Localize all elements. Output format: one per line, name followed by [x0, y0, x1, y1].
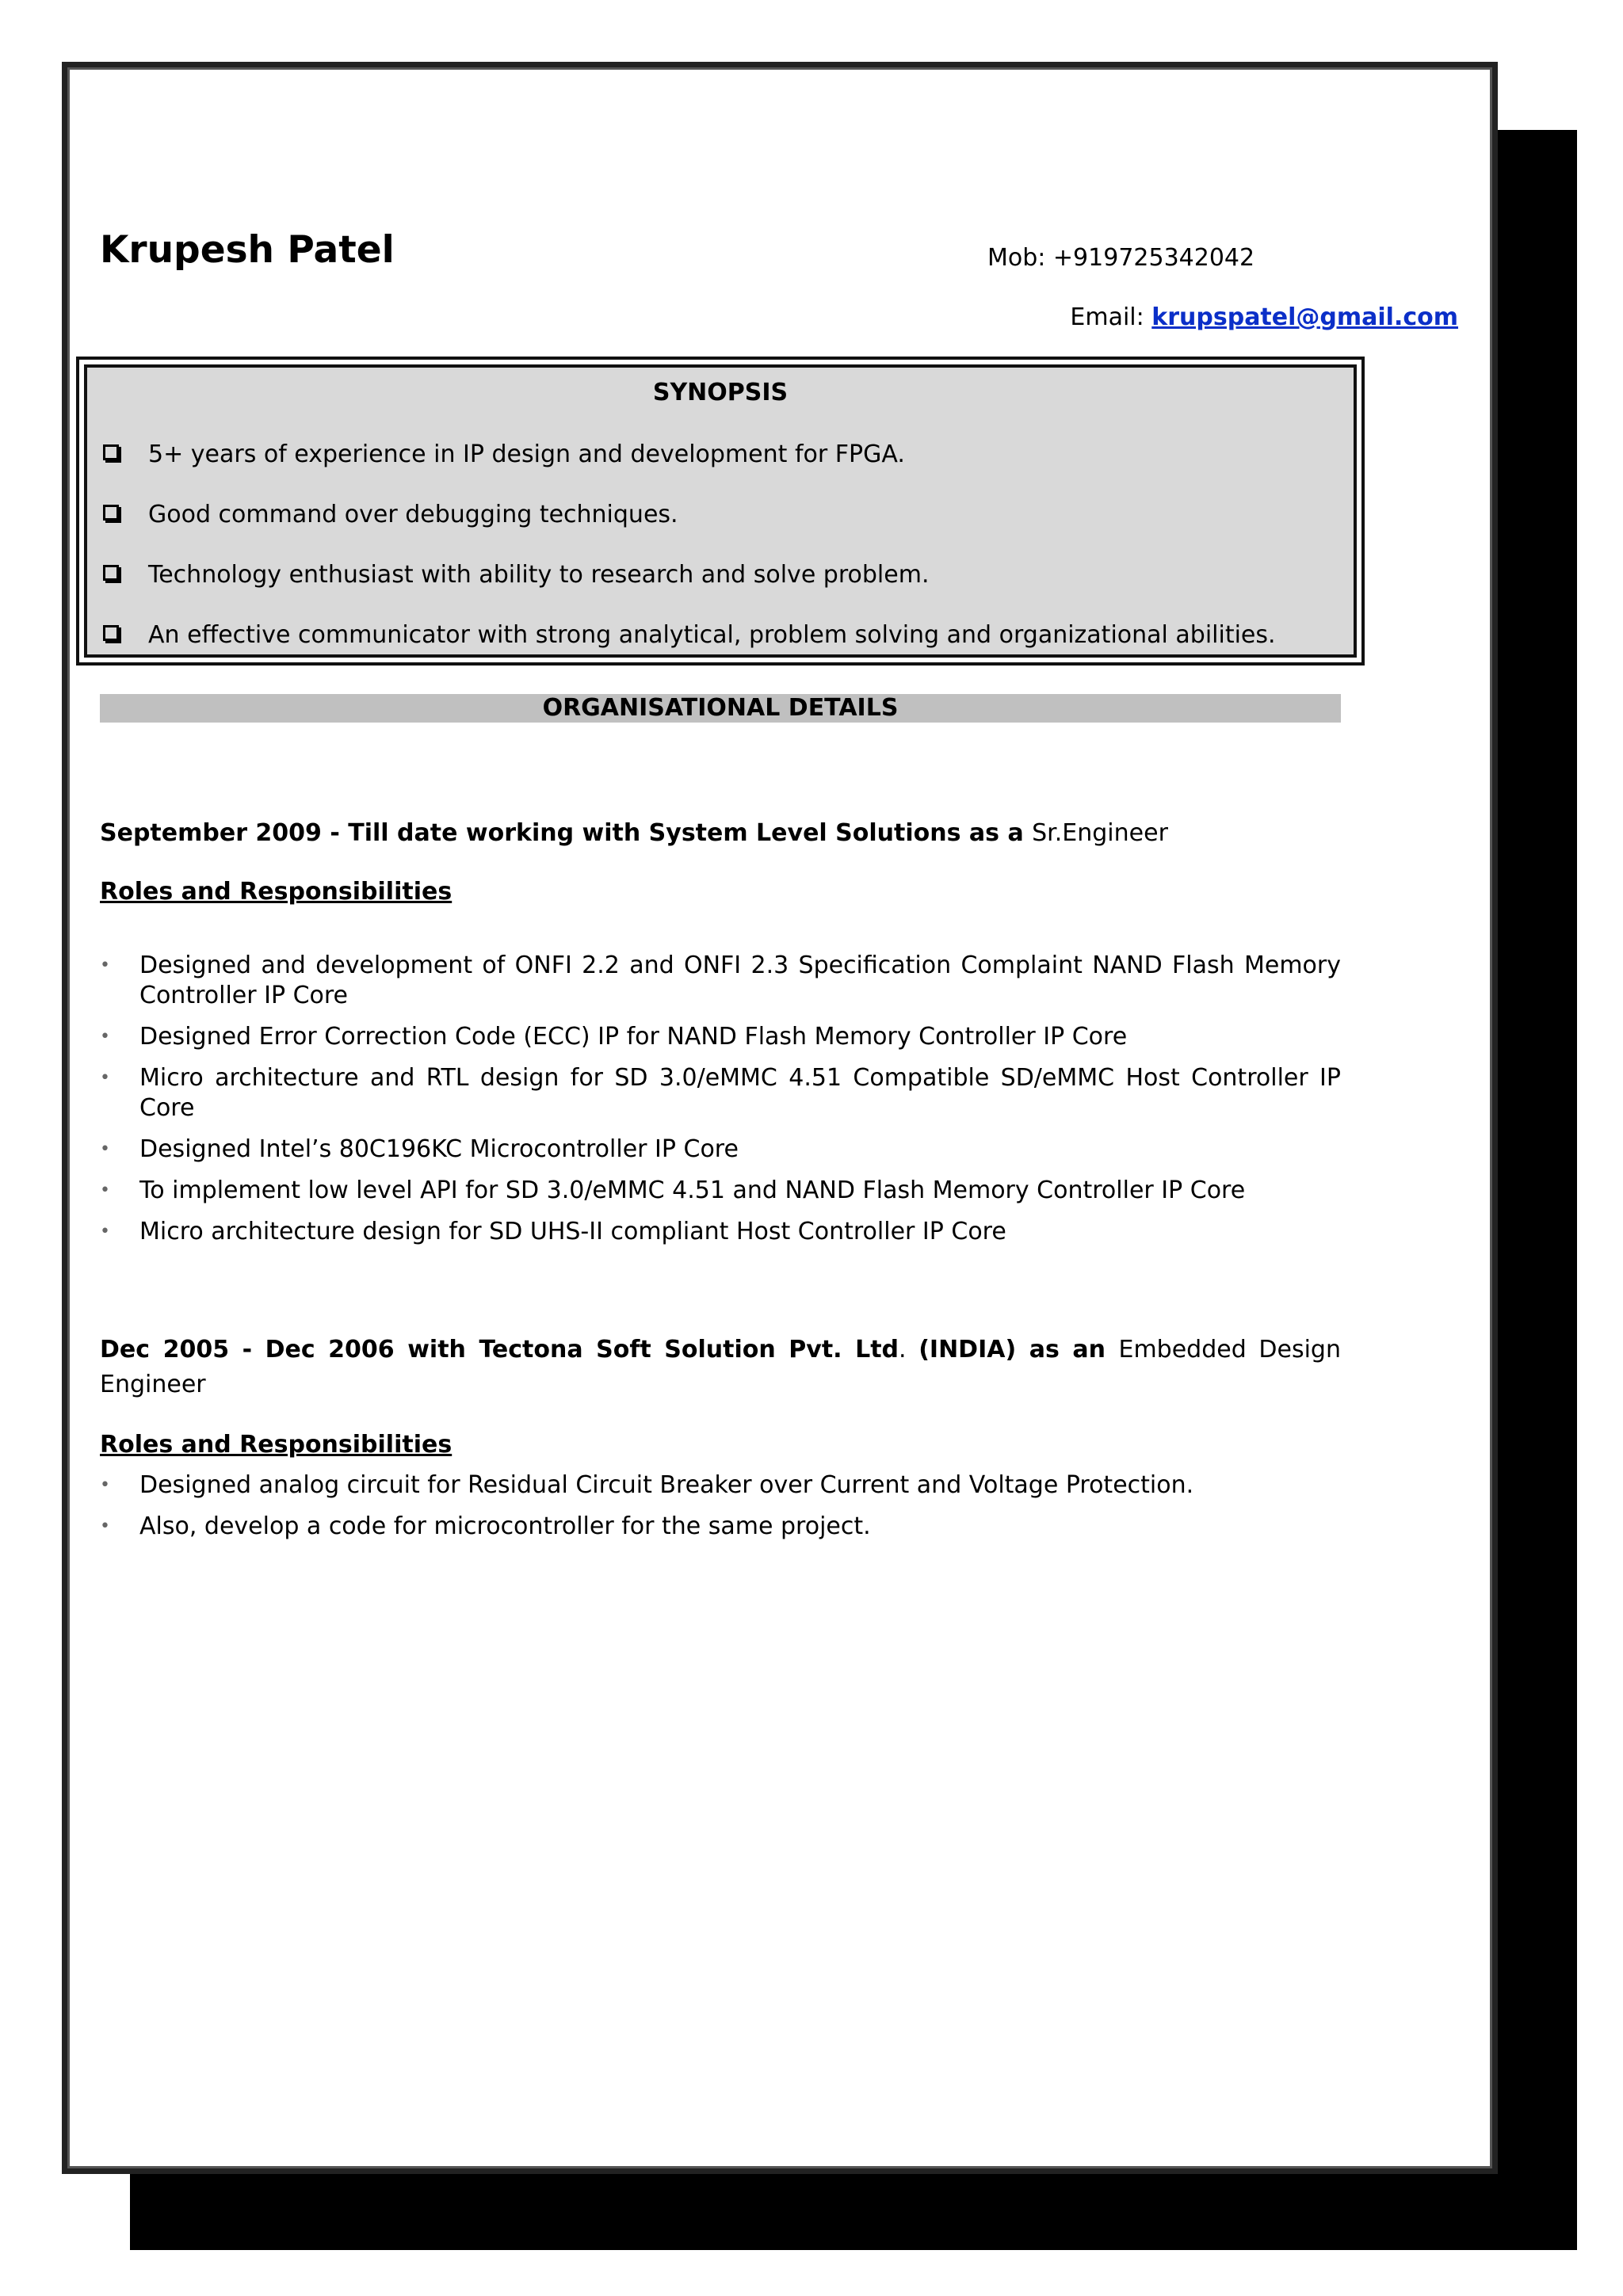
list-item-text: Also, develop a code for microcontroller for the same project.: [139, 1512, 871, 1540]
list-item: [100, 1022, 1341, 1052]
mobile-number: Mob: +919725342042: [987, 244, 1255, 272]
list-item-text: To implement low level API for SD 3.0/eMMC 4.51 and NAND Flash Memory Controller IP Core: [139, 1177, 1246, 1204]
list-item: [100, 1470, 1341, 1501]
candidate-name: Krupesh Patel: [100, 228, 395, 272]
checkbox-bullet-icon: [103, 444, 119, 460]
list-item: [100, 951, 1341, 1011]
email-link[interactable]: krupspatel@gmail.com: [1151, 303, 1458, 331]
job-heading: [100, 816, 1341, 851]
list-item-text: Designed Error Correction Code (ECC) IP for NAND Flash Memory Controller IP Core: [139, 1023, 1128, 1051]
bullet-icon: •: [100, 955, 110, 975]
list-item-text: Micro architecture design for SD UHS-II compliant Host Controller IP Core: [139, 1218, 1006, 1245]
bullet-icon: •: [100, 1139, 110, 1159]
bullet-icon: •: [100, 1222, 110, 1241]
bullet-icon: •: [100, 1180, 110, 1200]
synopsis-item: [103, 621, 1276, 649]
synopsis-item-text: 5+ years of experience in IP design and development for FPGA.: [148, 441, 905, 468]
synopsis-box: [76, 357, 1365, 666]
synopsis-item: [103, 561, 929, 589]
roles-heading: Roles and Responsibilities: [100, 1431, 453, 1459]
list-item: [100, 1176, 1341, 1206]
bullet-icon: •: [100, 1068, 110, 1088]
checkbox-bullet-icon: [103, 505, 119, 521]
synopsis-title: SYNOPSIS: [652, 379, 789, 406]
email-line: [1070, 303, 1458, 331]
organisational-details-heading: ORGANISATIONAL DETAILS: [100, 694, 1341, 723]
list-item: [100, 1512, 1341, 1542]
job-heading-bold: Dec 2005 - Dec 2006 with Tectona Soft Solution Pvt. Ltd: [100, 1336, 899, 1363]
job-heading: [100, 1333, 1341, 1402]
synopsis-item-text: Good command over debugging techniques.: [148, 501, 678, 528]
job-heading-bold: (INDIA) as an: [918, 1336, 1119, 1363]
list-item-text: Designed Intel’s 80C196KC Microcontroller IP Core: [139, 1135, 739, 1163]
synopsis-item-text: Technology enthusiast with ability to research and solve problem.: [148, 561, 930, 589]
list-item-text: Designed analog circuit for Residual Circuit Breaker over Current and Voltage Protection.: [139, 1471, 1194, 1499]
synopsis-item-text: An effective communicator with strong analytical, problem solving and organizational abilities.: [148, 621, 1276, 649]
checkbox-bullet-icon: [103, 565, 119, 581]
list-item-text: Micro architecture and RTL design for SD 3.0/eMMC 4.51 Compatible SD/eMMC Host Controller IP Core: [139, 1064, 1341, 1122]
list-item: [100, 1217, 1341, 1247]
list-item: [100, 1135, 1341, 1165]
bullet-icon: •: [100, 1516, 110, 1536]
synopsis-item: [103, 441, 905, 468]
checkbox-bullet-icon: [103, 625, 119, 641]
bullet-icon: •: [100, 1027, 110, 1047]
synopsis-inner: [84, 364, 1357, 658]
bullet-icon: •: [100, 1475, 110, 1495]
job-role: Sr.Engineer: [1032, 819, 1168, 847]
roles-heading: Roles and Responsibilities: [100, 878, 453, 906]
list-item-text: Designed and development of ONFI 2.2 and ONFI 2.3 Specification Complaint NAND Flash Memory Controller IP Core: [139, 952, 1341, 1009]
job-heading-bold: September 2009 - Till date working with System Level Solutions as a: [100, 819, 1033, 847]
job-heading-dot: .: [899, 1336, 919, 1363]
job-role: Embedded Design Engineer: [100, 1336, 1341, 1398]
list-item: [100, 1063, 1341, 1123]
email-label: Email:: [1070, 303, 1152, 331]
synopsis-item: [103, 501, 678, 528]
